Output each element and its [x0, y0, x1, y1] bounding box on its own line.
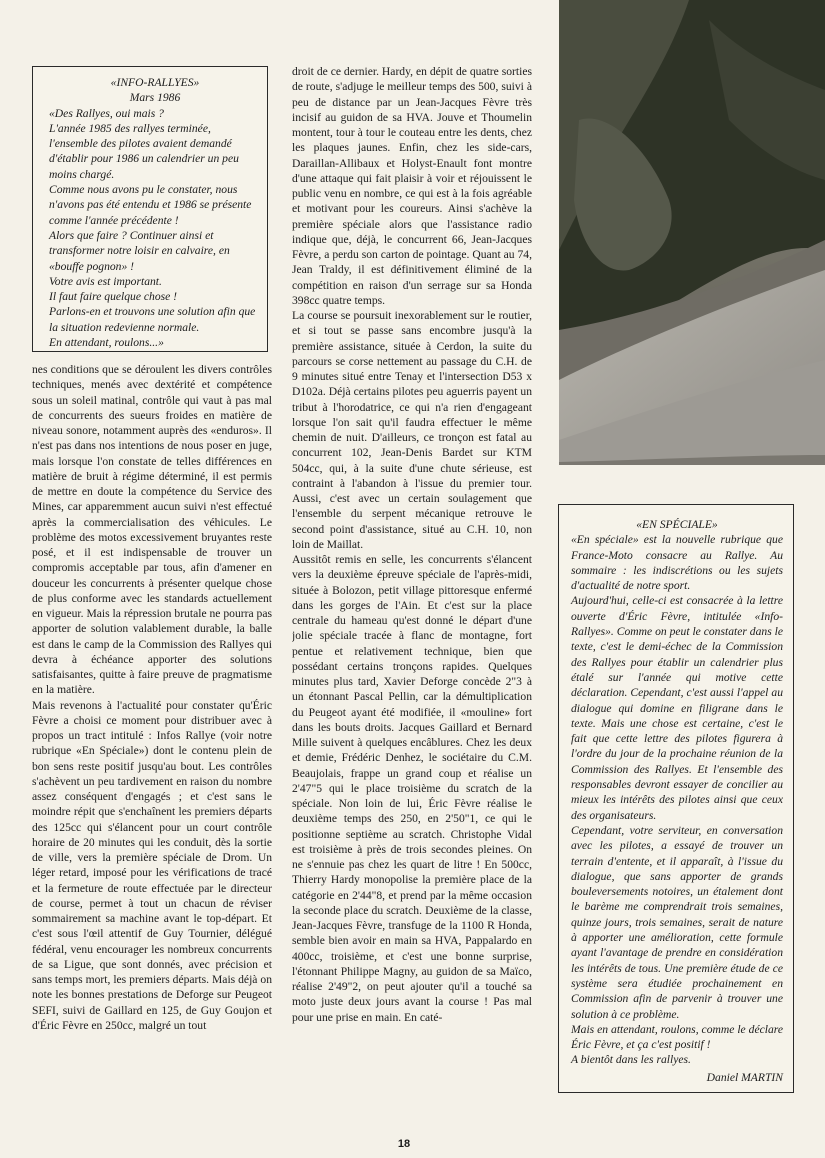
- special-box-line: Aujourd'hui, celle-ci est consacrée à la lettre ouverte d'Éric Fèvre, intitulée «Info-Rallyes». Comme on peut le constater dans le texte, c'est le demi-échec de la Commission des Rallyes pour établir un calendrier plus étalé sur l'année qui motive cette déclaration. Cependant, c'est aussi l'appel au dialogue qui domine en filigrane dans le texte. Mais une chose est certaine, c'est le fait que cette lettre des pilotes figurera à l'ordre du jour de la prochaine réunion de la Commission des Rallyes. Et l'ensemble des responsables devront essayer de concilier au mieux les intérêts des pilotes ainsi que ceux des organisateurs.: [571, 594, 783, 822]
- special-box-line: Cependant, votre serviteur, en conversation avec les pilotes, a essayé de trouver un terrain d'entente, et il apparaît, à l'issue du dialogue, que sans apporter de grands bouleversements notoires, un étalement dont le barème me comprendrait trois semaines, quinze jours, trois semaines, serait de nature à apporter une amélioration, cette formule ayant l'avantage de prendre en considération les intérêts de tous. Une première étude de ce système sera étudiée prochainement en Commission afin de parvenir à trouver une solution à ce problème.: [571, 823, 783, 1021]
- article-paragraph: nes conditions que se déroulent les divers contrôles techniques, menés avec dextérité et compétence sous un soleil matinal, contrôle qui vaut à pas mal de concurrents des sueurs froides en matière de niveau sonore, notamment auprès des «enduros». Il n'est pas dans nos intentions de nous poser en juge, mais lorsque l'on constate de telles différences en matière de bruit à régime déterminé, il est permis de mettre en doute la compétence du Service des Mines, car apparemment aucun suivi n'est effectué après la commercialisation des véhicules. Le problème des motos excessivement bruyantes reste posé, et il est indispensable de trouver un compromis acceptable par tous, afin d'amener en douceur les concurrents à présenter quelque chose de plus conforme avec les standards actuellement en vigueur. Mais la répression brutale ne pourra pas apporter de solution valablement durable, la balle est dans le camp de la Commission des Rallyes qui devra à échéance apporter des solutions satisfaisantes, quitte à faire preuve de pragmatisme en la matière.: [32, 363, 272, 697]
- article-column-middle: [292, 64, 532, 1124]
- article-paragraph: droit de ce dernier. Hardy, en dépit de quatre sorties de route, s'adjuge le meilleur temps des 500, suivi à peu de distance par un Jean-Jacques Fèvre très incisif au guidon de sa HVA. Jouve et Thoumelin montent, tour à tour le couteau entre les dents, chez les plaques jaunes. Enfin, chez les side-cars, Daraillan-Allibaux et Holyst-Enault font montre d'une attaque qui fait plaisir à voir et réjouissent le public venu en nombre, ce qui est à la fois agréable et motivant pour les coureurs. Ainsi s'achève la première spéciale alors que l'assistance radio indique que, déjà, le concurrent 66, Jean-Jacques Fèvre, a perdu son carton de pointage. Quant au 74, Jean Traldy, il est définitivement éliminé de la compétition en raison d'un serrage sur sa Honda 398cc quatre temps.: [292, 65, 532, 307]
- info-box-line: Votre avis est important.: [49, 274, 162, 288]
- info-box-line: L'année 1985 des rallyes terminée, l'ensemble des pilotes avaient demandé d'établir pour 1986 un calendrier un peu moins chargé.: [49, 121, 239, 181]
- info-box-subtitle: Mars 1986: [129, 91, 181, 105]
- info-box-line: En attendant, roulons...»: [49, 336, 164, 350]
- article-paragraph: Aussitôt remis en selle, les concurrents s'élancent vers la deuxième épreuve spéciale de l'après-midi, située à Bolozon, petit village pittoresque enfermé dans les gorges de l'Ain. Et c'est sur la place centrale du hameau qu'est donné le départ d'une jolie spéciale tracée à flanc de montagne, fort pentue et relativement technique, bien que possédant certains tronçons rapides. Quelques minutes plus tard, Xavier Deforge concède 2"3 à un étonnant Pascal Pellin, car la démultiplication du Peugeot ayant été modifiée, il «mouline» fort dans les bouts droits. Jacques Gaillard et Bernard Mille suivent à quelques encâblures. Chez les deux et demie, Frédéric Denhez, le sociétaire du C.M. Beaujolais, frappe un grand coup et réalise un 2'47"5 qui le place troisième du scratch de la spéciale. Non loin de lui, Éric Fèvre réalise le deuxième temps des 250, en 2'50"1, ce qui le positionne septième au scratch. Christophe Vidal est troisième à près de trois secondes pleines. On ne s'ennuie pas chez les quart de litre ! En 500cc, Thierry Hardy monopolise la première place de la catégorie en 2'44"8, et prend par la même occasion la seconde place du scratch. Deuxième de la classe, Jean-Jacques Fèvre, transfuge de la 1100 R Honda, semble bien avoir en main sa HVA, Pappalardo en 400cc, troisième, et c'est une bonne surprise, l'étonnant Philippe Magny, au guidon de sa Maïco, réalise 2'49"2, on peut ajouter qu'il a touché sa moto juste deux jours avant la course ! Pas mal pour une prise en main. En caté-: [292, 553, 532, 1024]
- article-column-left: [32, 362, 272, 1132]
- info-box-title: «INFO-RALLYES»: [110, 76, 200, 89]
- page-number: 18: [397, 1138, 411, 1150]
- info-box-line: «Des Rallyes, oui mais ?: [49, 106, 164, 120]
- special-box-line: Mais en attendant, roulons, comme le déclare Éric Fèvre, et ça c'est positif !: [571, 1022, 783, 1052]
- road-landscape-image: [559, 0, 825, 465]
- special-box-line: A bientôt dans les rallyes.: [571, 1053, 691, 1067]
- special-box-line: «En spéciale» est la nouvelle rubrique que France-Moto consacre au Rallye. Au sommaire : les indiscrétions ou les sujets d'actualité de notre sport.: [571, 533, 783, 593]
- info-box-line: Il faut faire quelque chose !: [49, 290, 178, 304]
- info-box-line: Parlons-en et trouvons une solution afin que la situation redevienne normale.: [49, 305, 256, 334]
- info-box-line: Alors que faire ? Continuer ainsi et transformer notre loisir en calvaire, en «bouffe pognon» !: [49, 228, 230, 273]
- info-rallyes-box: [32, 66, 268, 352]
- rally-road-photo: [559, 0, 825, 465]
- info-box-line: Comme nous avons pu le constater, nous n'avons pas été entendu et 1986 se présente comme l'année précédente !: [49, 183, 252, 227]
- en-speciale-box: [558, 504, 794, 1093]
- article-paragraph: La course se poursuit inexorablement sur le routier, et si tout se passe sans encombre jusqu'à la première assistance, située à Cerdon, la suite du parcours se corse nettement au passage du C.H. de 9 minutes situé entre Tenay et l'intersection D53 x D102a. Déjà certains pilotes peu aguerris payent un tribut à l'horodatrice, ce qui n'a rien d'engageant lorsque l'on sait qu'il faudra effectuer le même chemin de nuit. D'ailleurs, ce tronçon est fatal au concurrent 102, Jean-Denis Bardet sur KTM 504cc, qui, à la suite d'une chute sérieuse, est contraint à l'abandon à l'issue du premier tour. Aussi, c'est avec un certain soulagement que l'ensemble du serpent mécanique retrouve le second point d'assistance, situé au C.H. 10, non loin de Maillat.: [292, 309, 532, 551]
- author-signature: Daniel MARTIN: [706, 1070, 783, 1084]
- article-paragraph: Mais revenons à l'actualité pour constater qu'Éric Fèvre a choisi ce moment pour distribuer avec à propos un tract intitulé : Infos Rallye (voir notre rubrique «En Spéciale») dont le contenu plein de bon sens reste positif jusqu'au bout. Les contrôles s'achèvent un peu tardivement en raison du nombre assez conséquent d'engagés ; et c'est sans le moindre répit que s'enchaînent les premiers départs des 125cc qui s'élancent pour un court contrôle horaire de 20 minutes qui les conduit, dès la sortie de ville, vers la première spéciale de Drom. Un léger retard, imposé pour les vérifications de tracé et la fermeture de route effectuée par le directeur de course, permet à tout un chacun de réviser sommairement sa machine avant le top-départ. Et c'est sous l'œil attentif de Guy Tournier, délégué fédéral, venu encourager les nombreux concurrents de sa Ligue, que sont donnés, avec précision et sans temps mort, les premiers départs. Mais déjà on note les bonnes prestations de Deforge sur Peugeot SEFI, suivi de Gaillard en 125, de Guy Goujon et d'Éric Fèvre en 250cc, malgré un tout: [32, 698, 272, 1032]
- special-box-title: «EN SPÉCIALE»: [636, 518, 718, 531]
